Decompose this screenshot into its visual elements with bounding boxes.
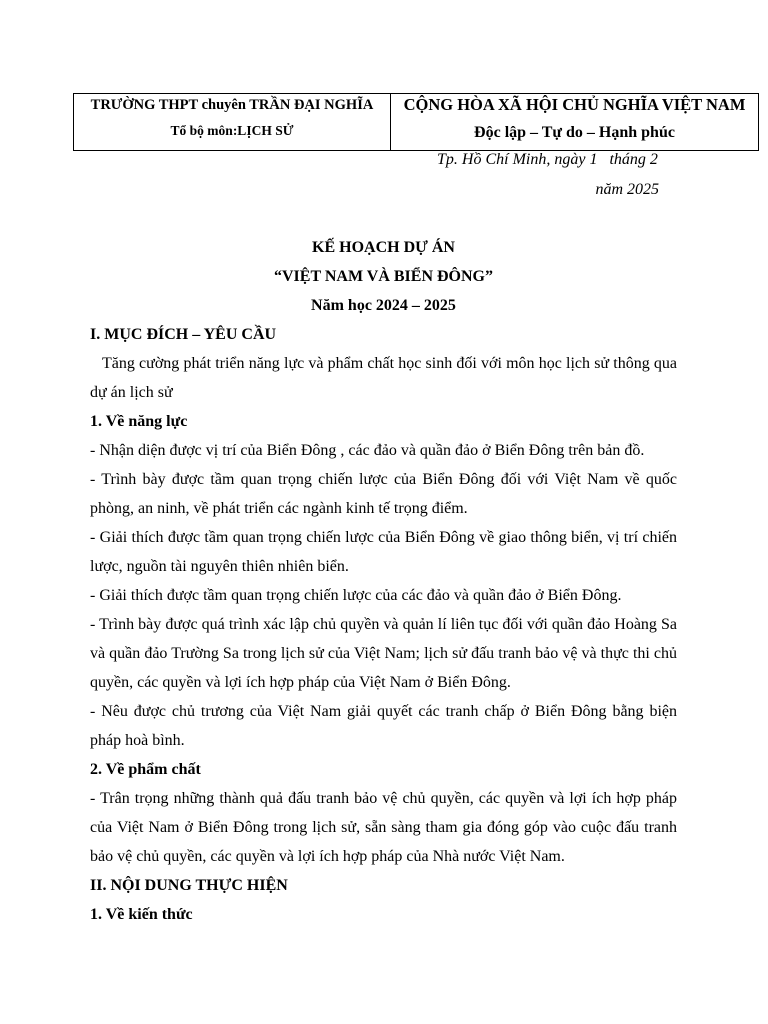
national-motto: Độc lập – Tự do – Hạnh phúc <box>474 124 675 141</box>
document-title: KẾ HOẠCH DỰ ÁN <box>312 239 455 256</box>
quality-item: - Trân trọng những thành quả đấu tranh bảo vệ chủ quyền, các quyền và lợi ích hợp pháp của Việt Nam ở Biển Đông trong lịch sử, sẵn sàng tham gia đóng góp vào cuộc đấu tranh bảo vệ chủ quyền, các quyền và lợi ích hợp pháp của Nhà nước Việt Nam. <box>90 790 677 865</box>
document-subtitle: “VIỆT NAM VÀ BIỂN ĐÔNG” <box>274 268 493 285</box>
section-2-heading: II. NỘI DUNG THỰC HIỆN <box>90 877 288 894</box>
date-line-1: Tp. Hồ Chí Minh, ngày 1 tháng 2 <box>437 151 658 168</box>
header-right-cell <box>391 94 759 151</box>
competency-item: - Trình bày được quá trình xác lập chủ quyền và quản lí liên tục đối với quần đảo Hoàng Sa và quần đảo Trường Sa trong lịch sử của Việt Nam; lịch sử đấu tranh bảo vệ và thực thi chủ quyền, các quyền và lợi ích hợp pháp của Việt Nam ở Biển Đông. <box>90 616 677 691</box>
competency-item: - Nêu được chủ trương của Việt Nam giải quyết các tranh chấp ở Biển Đông bằng biện pháp hoà bình. <box>90 703 677 749</box>
department-name: Tổ bộ môn:LỊCH SỬ <box>170 123 294 138</box>
date-line-2: năm 2025 <box>595 181 659 198</box>
competency-item: - Giải thích được tầm quan trọng chiến lược của các đảo và quần đảo ở Biển Đông. <box>90 587 622 604</box>
subsection-quality-heading: 2. Về phẩm chất <box>90 761 201 778</box>
section-1-intro: Tăng cường phát triển năng lực và phẩm chất học sinh đối với môn học lịch sử thông qua dự án lịch sử <box>90 355 677 401</box>
header-table <box>73 93 759 151</box>
subsection-knowledge-heading: 1. Về kiến thức <box>90 906 193 923</box>
section-1-heading: I. MỤC ĐÍCH – YÊU CẦU <box>90 326 277 343</box>
subsection-competency-heading: 1. Về năng lực <box>90 413 188 430</box>
competency-item: - Nhận diện được vị trí của Biển Đông , các đảo và quần đảo ở Biển Đông trên bản đồ. <box>90 442 645 459</box>
school-name: TRƯỜNG THPT chuyên TRẦN ĐẠI NGHĨA <box>90 97 374 113</box>
competency-item: - Trình bày được tầm quan trọng chiến lược của Biển Đông đối với Việt Nam về quốc phòng, an ninh, về phát triển các ngành kinh tế trọng điểm. <box>90 471 677 517</box>
document-body <box>90 233 677 929</box>
nation-name: CỘNG HÒA XÃ HỘI CHỦ NGHĨA VIỆT NAM <box>403 95 746 114</box>
header-left-cell <box>74 94 391 151</box>
school-year: Năm học 2024 – 2025 <box>311 297 456 314</box>
competency-item: - Giải thích được tầm quan trọng chiến lược của Biển Đông về giao thông biển, vị trí chiến lược, nguồn tài nguyên thiên nhiên biển. <box>90 529 677 575</box>
